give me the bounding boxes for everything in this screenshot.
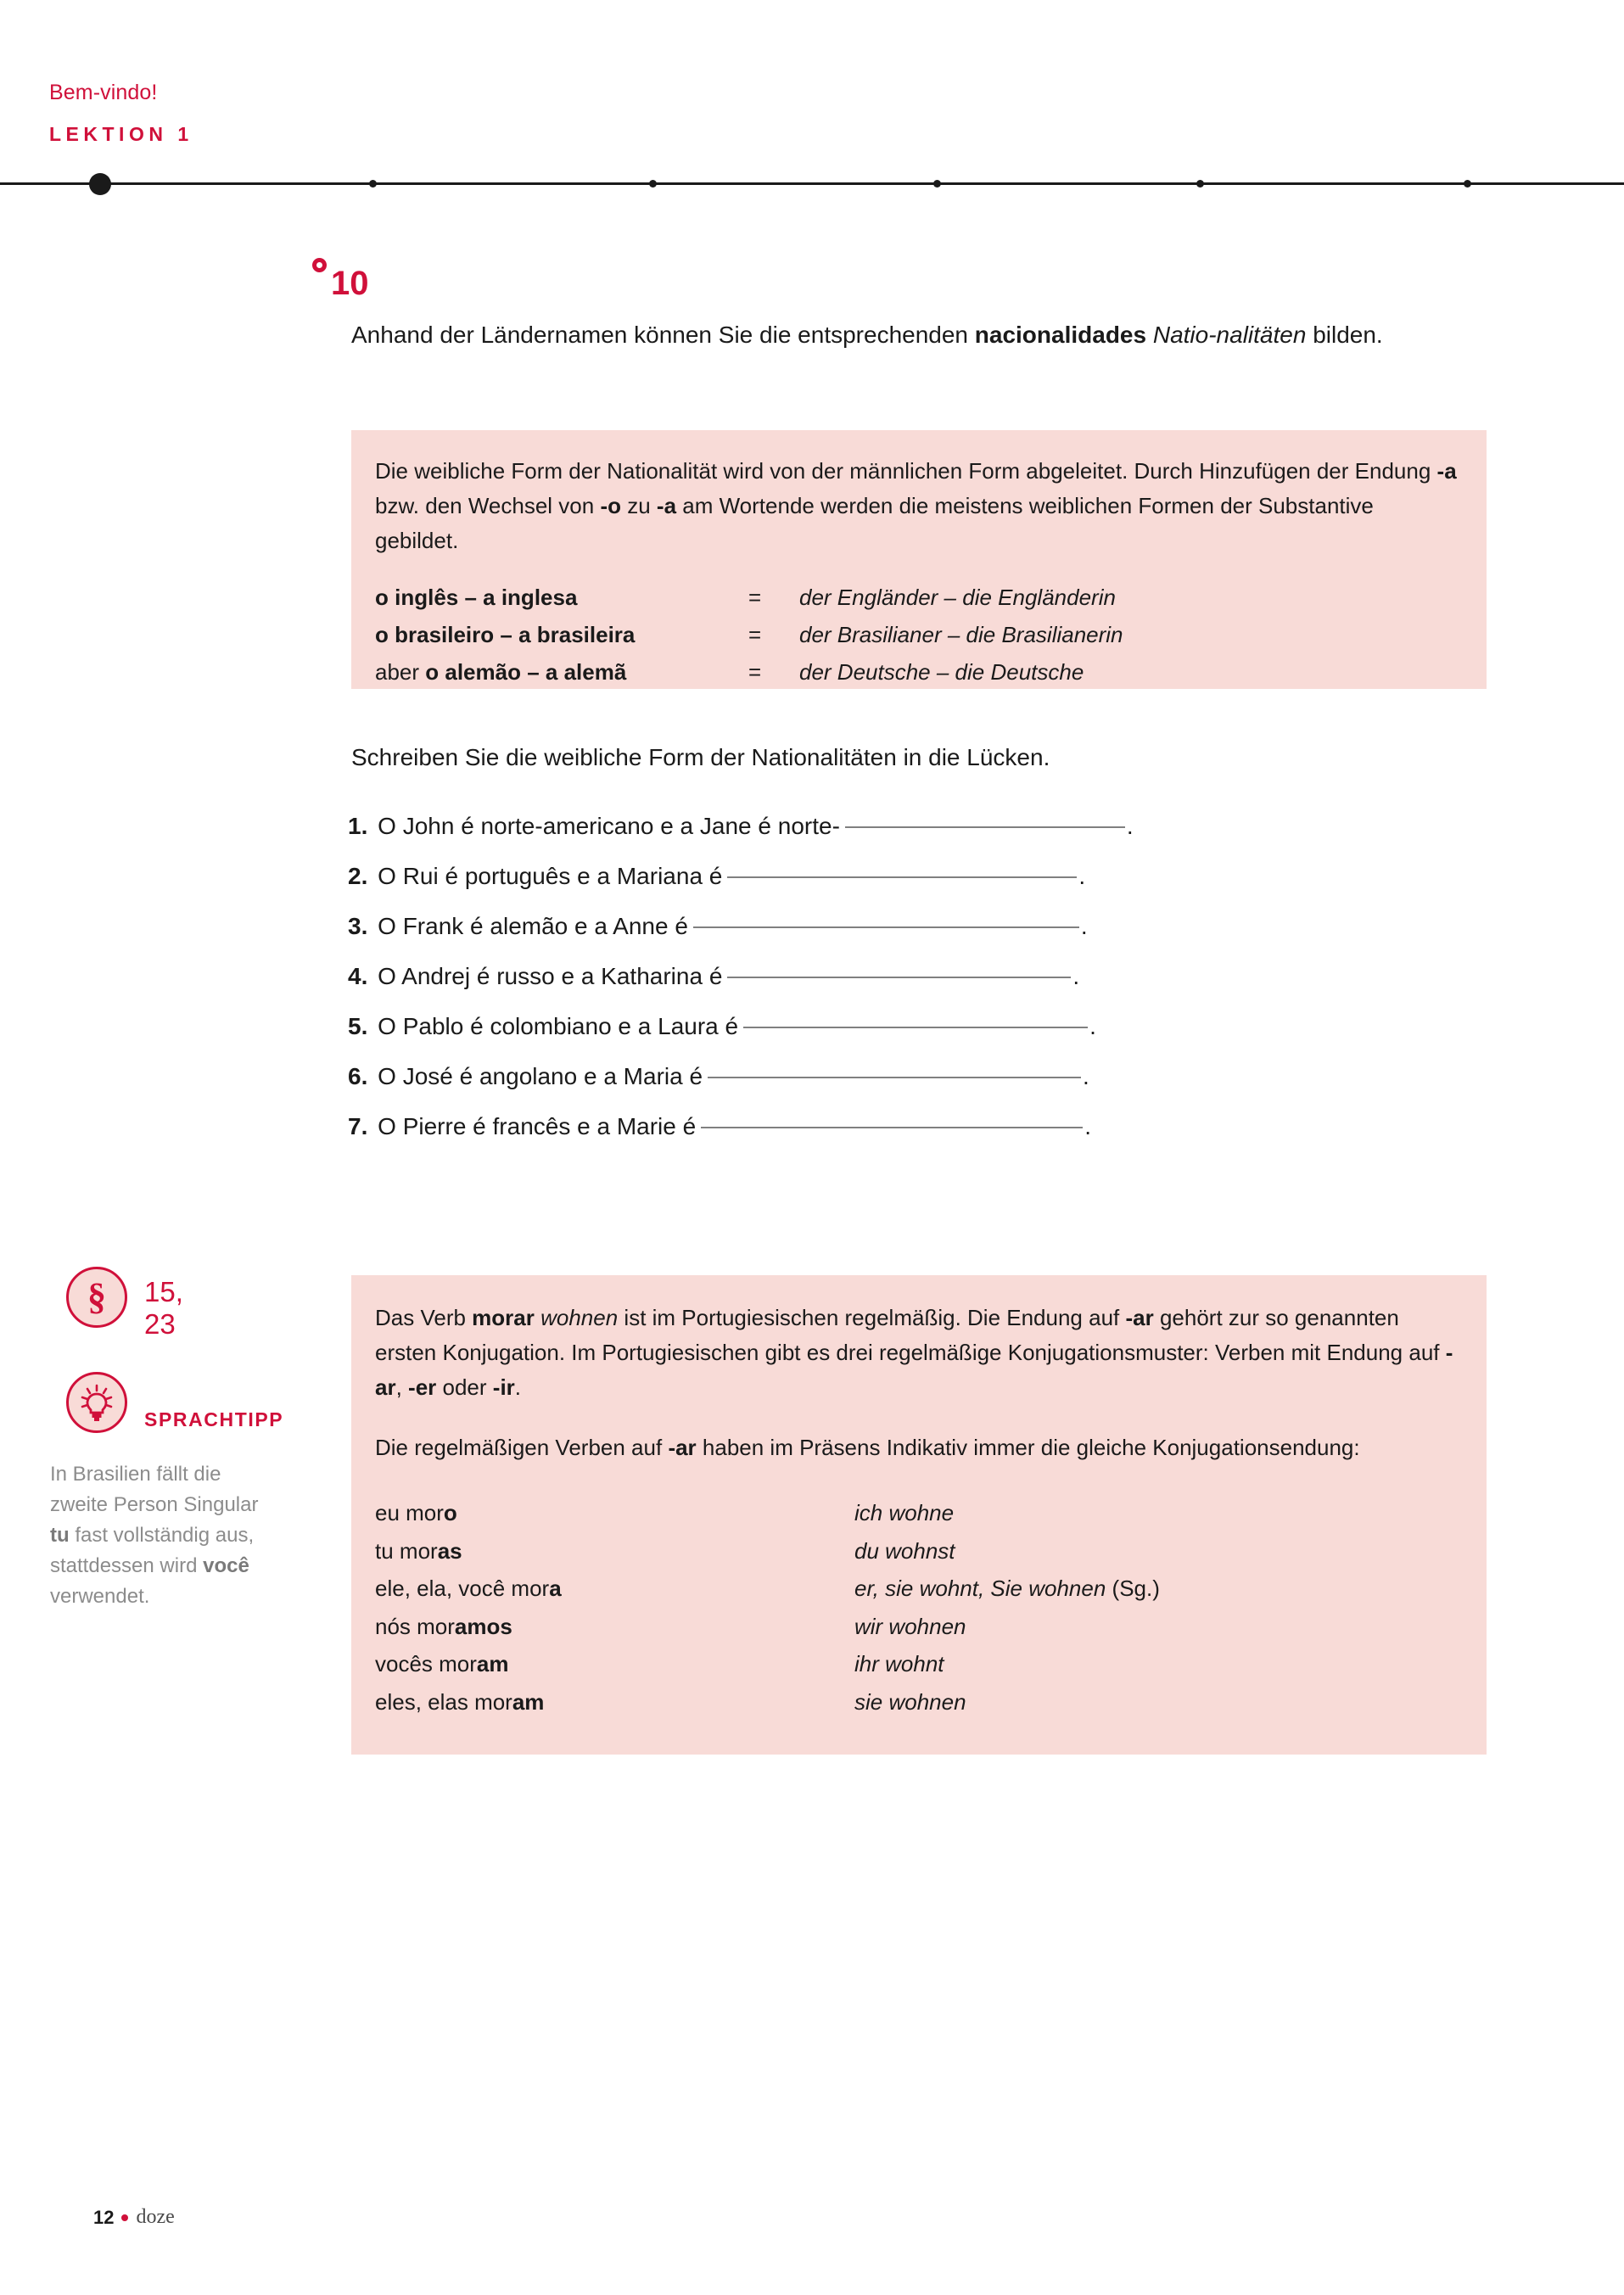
ib2-t6: . (514, 1374, 522, 1400)
ib1-b2: -o (600, 493, 621, 518)
lesson-progress-dot-5 (1464, 180, 1471, 188)
example-german-1: der Engländer – die Engländerin (799, 585, 1116, 610)
fill-in-item-4 (348, 963, 1493, 1013)
lesson-progress-dot-active (89, 173, 111, 195)
header-greeting-title: Bem-vindo! (49, 81, 158, 104)
ib2-t2: ist im Portugiesischen regelmäßig. Die Endung auf (618, 1305, 1126, 1330)
item-period-1: . (1126, 813, 1134, 839)
item-number-7: 7. (348, 1113, 368, 1139)
conjugation-stem-5: vocês mor (375, 1651, 477, 1676)
item-number-2: 2. (348, 863, 368, 889)
ib1-t1: Die weibliche Form der Nationalität wird von der männlichen Form abgeleitet. Durch Hinzufügen der Endung (375, 458, 1437, 484)
conjugation-german-6: sie wohnen (854, 1688, 966, 1715)
ib2-b5: -ir (492, 1374, 515, 1400)
conjugation-german-5: ihr wohnt (854, 1651, 944, 1676)
footer-bullet-icon (121, 2214, 128, 2221)
example-prefix-3: aber (375, 659, 426, 685)
intro-italic-natio: Natio- (1146, 322, 1217, 348)
fill-in-item-6 (348, 1063, 1493, 1113)
fill-in-item-1 (348, 813, 1493, 863)
item-sentence-2: O Rui é português e a Mariana é (371, 863, 723, 889)
item-number-5: 5. (348, 1013, 368, 1039)
ib2-b2: -ar (1125, 1305, 1154, 1330)
conjugation-stem-3: ele, ela, você mor (375, 1576, 550, 1601)
tip-t1: In Brasilien fällt die zweite Person Singular (50, 1463, 259, 1516)
item-answer-blank-3[interactable] (693, 926, 1079, 928)
conjugation-stem-6: eles, elas mor (375, 1688, 512, 1715)
ib2-t4: , (395, 1374, 409, 1400)
ib2p2-t1: Die regelmäßigen Verben auf (375, 1435, 669, 1460)
lightbulb-svg (69, 1374, 125, 1430)
header-lesson-label: LEKTION 1 (49, 123, 193, 145)
conjugation-german-2: du wohnst (854, 1537, 955, 1564)
conjugation-stem-1: eu mor (375, 1500, 444, 1525)
header-divider-rule (0, 182, 1624, 185)
ib2-b1: morar (472, 1305, 535, 1330)
item-sentence-1: O John é norte-americano e a Jane é norte- (371, 813, 840, 839)
lesson-progress-dot-2 (649, 180, 657, 188)
item-answer-blank-4[interactable] (727, 977, 1071, 978)
info-box-1-paragraph (375, 454, 1459, 558)
conjugation-portuguese-4 (375, 1608, 854, 1646)
example-portuguese-1 (375, 579, 748, 616)
grammar-info-box-conjugation (351, 1275, 1487, 1755)
fill-in-item-2 (348, 863, 1493, 913)
sprachtipp-text (50, 1459, 266, 1612)
tip-t3: verwendet. (50, 1585, 150, 1608)
item-sentence-7: O Pierre é francês e a Marie é (371, 1113, 697, 1139)
grammar-reference-label: 15, 23 (144, 1276, 183, 1340)
item-answer-blank-5[interactable] (743, 1027, 1088, 1028)
task-instruction: Schreiben Sie die weibliche Form der Nationalitäten in die Lücken. (351, 744, 1050, 770)
intro-text-2: bilden. (1306, 322, 1383, 348)
tip-t2: fast vollständig aus, stattdessen wird (50, 1524, 255, 1577)
paragraph-section-icon (66, 1267, 127, 1328)
conjugation-german-suffix-3: (Sg.) (1112, 1576, 1160, 1601)
footer-page-number: 12 (93, 2206, 115, 2228)
conjugation-german-3: er, sie wohnt, Sie wohnen (Sg.) (854, 1576, 1160, 1601)
ib1-b1: -a (1436, 458, 1457, 484)
grammar-info-box-nationality (351, 430, 1487, 689)
sprachtipp-label: SPRACHTIPP (144, 1408, 284, 1430)
item-sentence-5: O Pablo é colombiano e a Laura é (371, 1013, 739, 1039)
ib2p2-t2: haben im Präsens Indikativ immer die gleiche Konjugationsendung: (696, 1435, 1360, 1460)
item-number-4: 4. (348, 963, 368, 989)
audio-circle-icon (312, 258, 327, 272)
example-portuguese-bold-2: o brasileiro – a brasileira (375, 622, 636, 647)
example-portuguese-3 (375, 653, 748, 691)
item-period-5: . (1089, 1013, 1096, 1039)
lesson-progress-dot-1 (369, 180, 377, 188)
ib2-t1: Das Verb (375, 1305, 473, 1330)
item-number-1: 1. (348, 813, 368, 839)
conjugation-ending-5: am (476, 1651, 509, 1676)
item-period-6: . (1083, 1063, 1089, 1089)
intro-bold-nacionalidades: nacionalidades (974, 322, 1147, 348)
ib1-b3: -a (656, 493, 677, 518)
ib1-t4: am Wortende werden die meistens weiblichen Formen der Substantive gebildet. (375, 493, 1374, 553)
example-equals-3: = (748, 659, 762, 685)
conjugation-german-1: ich wohne (854, 1500, 955, 1525)
item-sentence-4: O Andrej é russo e a Katharina é (371, 963, 723, 989)
grammar-reference-group[interactable] (66, 1267, 183, 1340)
ib2-b4: -er (408, 1374, 437, 1400)
conjugation-stem-4: nós mor (375, 1613, 455, 1639)
intro-text-1: Anhand der Ländernamen können Sie die entsprechenden (351, 322, 975, 348)
fill-in-item-5 (348, 1013, 1493, 1063)
ib2p2-b1: -ar (668, 1435, 697, 1460)
example-portuguese-bold-3: o alemão – a alemã (425, 659, 627, 685)
item-period-7: . (1084, 1113, 1091, 1139)
ib2-t5: oder (436, 1374, 493, 1400)
item-answer-blank-6[interactable] (708, 1077, 1081, 1078)
sprachtipp-group (66, 1372, 284, 1433)
item-answer-blank-2[interactable] (727, 876, 1077, 878)
exercise-intro-text (351, 316, 1488, 354)
conjugation-stem-2: tu mor (375, 1537, 438, 1564)
lesson-progress-dot-3 (933, 180, 941, 188)
section-sign-glyph: § (87, 1276, 106, 1318)
nationality-examples-grid (375, 579, 1459, 691)
intro-italic-nalitaeten: nalitäten (1216, 322, 1307, 348)
example-portuguese-2 (375, 616, 748, 653)
ib2-b3: -ar (375, 1340, 1453, 1400)
item-answer-blank-7[interactable] (701, 1127, 1083, 1128)
conjugation-ending-6: am (512, 1688, 545, 1715)
item-sentence-6: O José é angolano e a Maria é (371, 1063, 703, 1089)
info-box-2-paragraph-1 (375, 1301, 1459, 1405)
info-box-2-paragraph-2 (375, 1430, 1459, 1465)
item-number-3: 3. (348, 913, 368, 939)
fill-in-item-3 (348, 913, 1493, 963)
ib1-t2: bzw. den Wechsel von (375, 493, 601, 518)
lightbulb-icon (66, 1372, 127, 1433)
footer-page-word: doze (136, 2206, 175, 2228)
item-period-4: . (1072, 963, 1080, 989)
example-equals-1: = (748, 585, 762, 610)
example-portuguese-bold-1: o inglês – a inglesa (375, 585, 578, 610)
conjugation-ending-1: o (443, 1500, 457, 1525)
ib2-t3: gehört zur so genannten ersten Konjugation. Im Portugiesischen gibt es drei regelmäßige Konjugationsmuster: Verben mit Endung auf (375, 1305, 1446, 1365)
item-sentence-3: O Frank é alemão e a Anne é (371, 913, 688, 939)
conjugation-ending-3: a (549, 1576, 562, 1601)
conjugation-portuguese-5 (375, 1645, 854, 1683)
item-period-3: . (1080, 913, 1088, 939)
conjugation-portuguese-1 (375, 1494, 854, 1532)
page-footer (93, 2206, 175, 2229)
example-equals-2: = (748, 622, 762, 647)
fill-in-item-7 (348, 1113, 1493, 1163)
conjugation-portuguese-6 (375, 1683, 854, 1721)
tip-b1: tu (50, 1524, 70, 1547)
conjugation-portuguese-3 (375, 1570, 854, 1608)
ib1-t3: zu (621, 493, 657, 518)
item-number-6: 6. (348, 1063, 368, 1089)
lesson-progress-dot-4 (1196, 180, 1204, 188)
tip-b2: você (203, 1554, 249, 1577)
item-period-2: . (1078, 863, 1086, 889)
example-german-3: der Deutsche – die Deutsche (799, 659, 1084, 685)
item-answer-blank-1[interactable] (845, 826, 1125, 828)
exercise-number: 10 (331, 265, 369, 302)
conjugation-ending-2: as (437, 1537, 462, 1564)
conjugation-portuguese-2 (375, 1532, 854, 1570)
conjugation-german-4: wir wohnen (854, 1613, 966, 1639)
conjugation-ending-4: amos (454, 1613, 512, 1639)
example-german-2: der Brasilianer – die Brasilianerin (799, 622, 1123, 647)
ib2-i1: wohnen (534, 1305, 619, 1330)
fill-in-items-list (348, 813, 1493, 1163)
conjugation-table (375, 1494, 1459, 1721)
